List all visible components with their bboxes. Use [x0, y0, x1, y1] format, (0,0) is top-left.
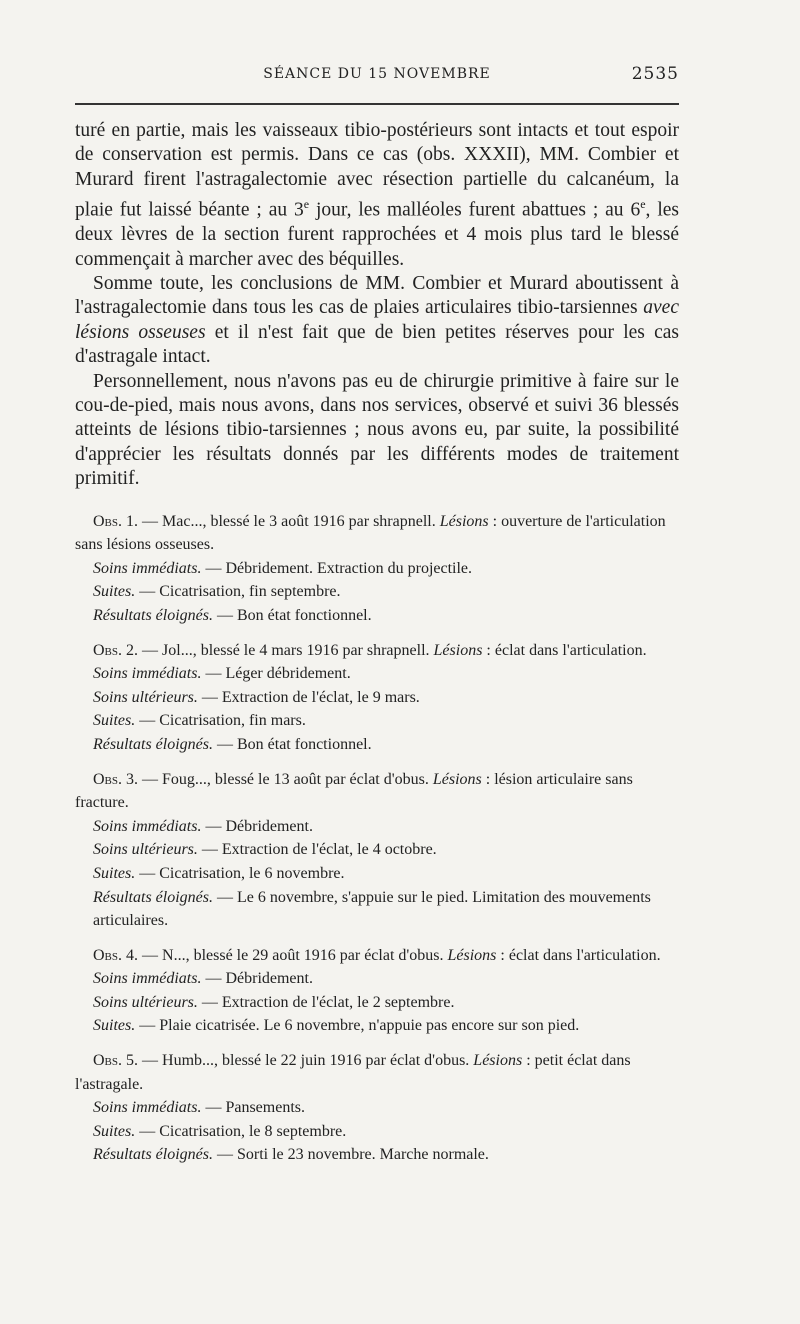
line-text: — Léger débridement.: [201, 665, 351, 683]
observation-intro: — Humb..., blessé le 22 juin 1916 par éclat d'obus.: [138, 1052, 474, 1070]
line-text: — Plaie cicatrisée. Le 6 novembre, n'appuie pas encore sur son pied.: [135, 1017, 580, 1035]
observation-line: [75, 662, 679, 686]
observation-heading: [75, 510, 679, 557]
observation-heading: [75, 944, 679, 968]
line-text: — Cicatrisation, le 8 septembre.: [135, 1122, 347, 1140]
observation-line: [75, 838, 679, 862]
paragraph-text: Somme toute, les conclusions de MM. Combier et Murard aboutissent à l'astragalectomie dans tous les cas de plaies articulaires tibio-tarsiennes: [75, 272, 679, 319]
superscript: e: [303, 197, 310, 212]
lesions-text: : éclat dans l'articulation.: [496, 946, 661, 964]
lesions-text: : petit éclat dans l'astragale.: [75, 1052, 631, 1093]
line-label: Suites.: [93, 583, 136, 601]
observation-line: [75, 862, 679, 886]
line-label: Résultats éloignés.: [93, 735, 213, 753]
line-label: Soins immédiats.: [93, 817, 202, 835]
line-text: — Bon état fonctionnel.: [212, 735, 372, 753]
line-text: — Cicatrisation, le 6 novembre.: [135, 864, 345, 882]
observation-intro: — Mac..., blessé le 3 août 1916 par shrapnell.: [138, 512, 440, 530]
paragraph-text: , les deux lèvres de la section furent rapprochées et 4 mois plus tard le blessé commençait à marcher avec des béquilles.: [75, 199, 679, 270]
page-body: [75, 119, 679, 1167]
running-header: [75, 66, 679, 88]
line-label: Soins immédiats.: [93, 970, 202, 988]
observation: [75, 1049, 679, 1167]
observation: [75, 944, 679, 1038]
observation-label: Obs. 5.: [93, 1052, 139, 1070]
paragraph: [75, 370, 679, 492]
observation-line: [75, 604, 679, 628]
observation-intro: — Foug..., blessé le 13 août par éclat d'obus.: [138, 770, 433, 788]
observation-intro: — Jol..., blessé le 4 mars 1916 par shrapnell.: [138, 641, 434, 659]
lesions-text: : ouverture de l'articulation sans lésions osseuses.: [75, 512, 666, 554]
paragraph-text: turé en partie, mais les vaisseaux tibio-postérieurs sont intacts et tout espoir de conservation est permis. Dans ce cas (obs. XXXII), MM. Combier et Murard firent l'astragalectomie avec résection partielle du calcanéum, la plaie fut laissé béante ; au 3: [75, 120, 679, 221]
line-text: — Pansements.: [201, 1099, 305, 1117]
paragraph: [75, 119, 679, 272]
observation-line: [75, 686, 679, 710]
observation-label: Obs. 3.: [93, 770, 139, 788]
line-text: — Débridement.: [201, 817, 313, 835]
observation-line: [75, 733, 679, 757]
line-text: — Cicatrisation, fin mars.: [135, 712, 306, 730]
lesions-text: : éclat dans l'articulation.: [482, 641, 647, 659]
line-label: Soins immédiats.: [93, 665, 202, 683]
lesions-label: Lésions: [432, 770, 482, 788]
line-label: Suites.: [93, 712, 136, 730]
observation-label: Obs. 4.: [93, 946, 139, 964]
line-text: — Extraction de l'éclat, le 4 octobre.: [197, 841, 437, 859]
observation-label: Obs. 1.: [93, 512, 139, 530]
observation-intro: — N..., blessé le 29 août 1916 par éclat d'obus.: [138, 946, 448, 964]
line-label: Résultats éloignés.: [93, 888, 213, 906]
observation: [75, 639, 679, 757]
header-rule: [75, 103, 679, 105]
lesions-label: Lésions: [439, 512, 489, 530]
superscript: e: [640, 197, 646, 212]
observation-line: [75, 1143, 679, 1167]
observation-line: [75, 991, 679, 1015]
line-text: — Extraction de l'éclat, le 2 septembre.: [197, 993, 455, 1011]
observation-line: [75, 580, 679, 604]
paragraph: [75, 272, 679, 370]
lesions-label: Lésions: [447, 946, 497, 964]
observation-line: [75, 709, 679, 733]
paragraph-text: Personnellement, nous n'avons pas eu de chirurgie primitive à faire sur le cou-de-pied, mais nous avons, dans nos services, observé et suivi 36 blessés atteints de lésions tibio-tarsiennes ; nous avons eu, par suite, la possibilité d'apprécier les résultats donnés par les différents modes de traitement primitif.: [75, 370, 679, 490]
lesions-label: Lésions: [433, 641, 483, 659]
line-label: Soins ultérieurs.: [93, 841, 198, 859]
line-label: Soins ultérieurs.: [93, 993, 198, 1011]
lesions-label: Lésions: [473, 1052, 523, 1070]
line-label: Soins ultérieurs.: [93, 688, 198, 706]
line-text: — Débridement. Extraction du projectile.: [201, 559, 473, 577]
header-title: SÉANCE DU 15 NOVEMBRE: [263, 66, 491, 82]
line-text: — Cicatrisation, fin septembre.: [135, 583, 341, 601]
line-label: Suites.: [93, 1122, 136, 1140]
line-label: Soins immédiats.: [93, 1099, 202, 1117]
observation-line: [75, 967, 679, 991]
line-label: Suites.: [93, 864, 136, 882]
observation-line: [75, 886, 679, 933]
page-number: 2535: [631, 64, 679, 84]
line-label: Suites.: [93, 1017, 136, 1035]
lesions-text: : lésion articulaire sans fracture.: [75, 770, 633, 812]
line-text: — Le 6 novembre, s'appuie sur le pied. Limitation des mouvements articulaires.: [93, 888, 651, 930]
observation-line: [75, 1096, 679, 1120]
observation-heading: [75, 639, 679, 663]
observations-list: [75, 510, 679, 1167]
line-text: — Bon état fonctionnel.: [212, 606, 372, 624]
line-label: Résultats éloignés.: [93, 1146, 213, 1164]
observation-line: [75, 815, 679, 839]
observation-line: [75, 557, 679, 581]
paragraph-text: jour, les malléoles furent abattues ; au 6: [309, 199, 641, 221]
line-text: — Extraction de l'éclat, le 9 mars.: [197, 688, 420, 706]
line-label: Résultats éloignés.: [93, 606, 213, 624]
observation-label: Obs. 2.: [93, 641, 139, 659]
observation: [75, 768, 679, 933]
line-text: — Sorti le 23 novembre. Marche normale.: [212, 1146, 489, 1164]
italic-text: avec lésions osseuses: [75, 297, 679, 343]
observation-heading: [75, 768, 679, 815]
paragraph-text: et il n'est fait que de bien petites réserves pour les cas d'astragale intact.: [75, 321, 679, 368]
observation: [75, 510, 679, 628]
line-text: — Débridement.: [201, 970, 313, 988]
observation-line: [75, 1120, 679, 1144]
observation-heading: [75, 1049, 679, 1096]
main-text: [75, 119, 679, 492]
observation-line: [75, 1014, 679, 1038]
line-label: Soins immédiats.: [93, 559, 202, 577]
